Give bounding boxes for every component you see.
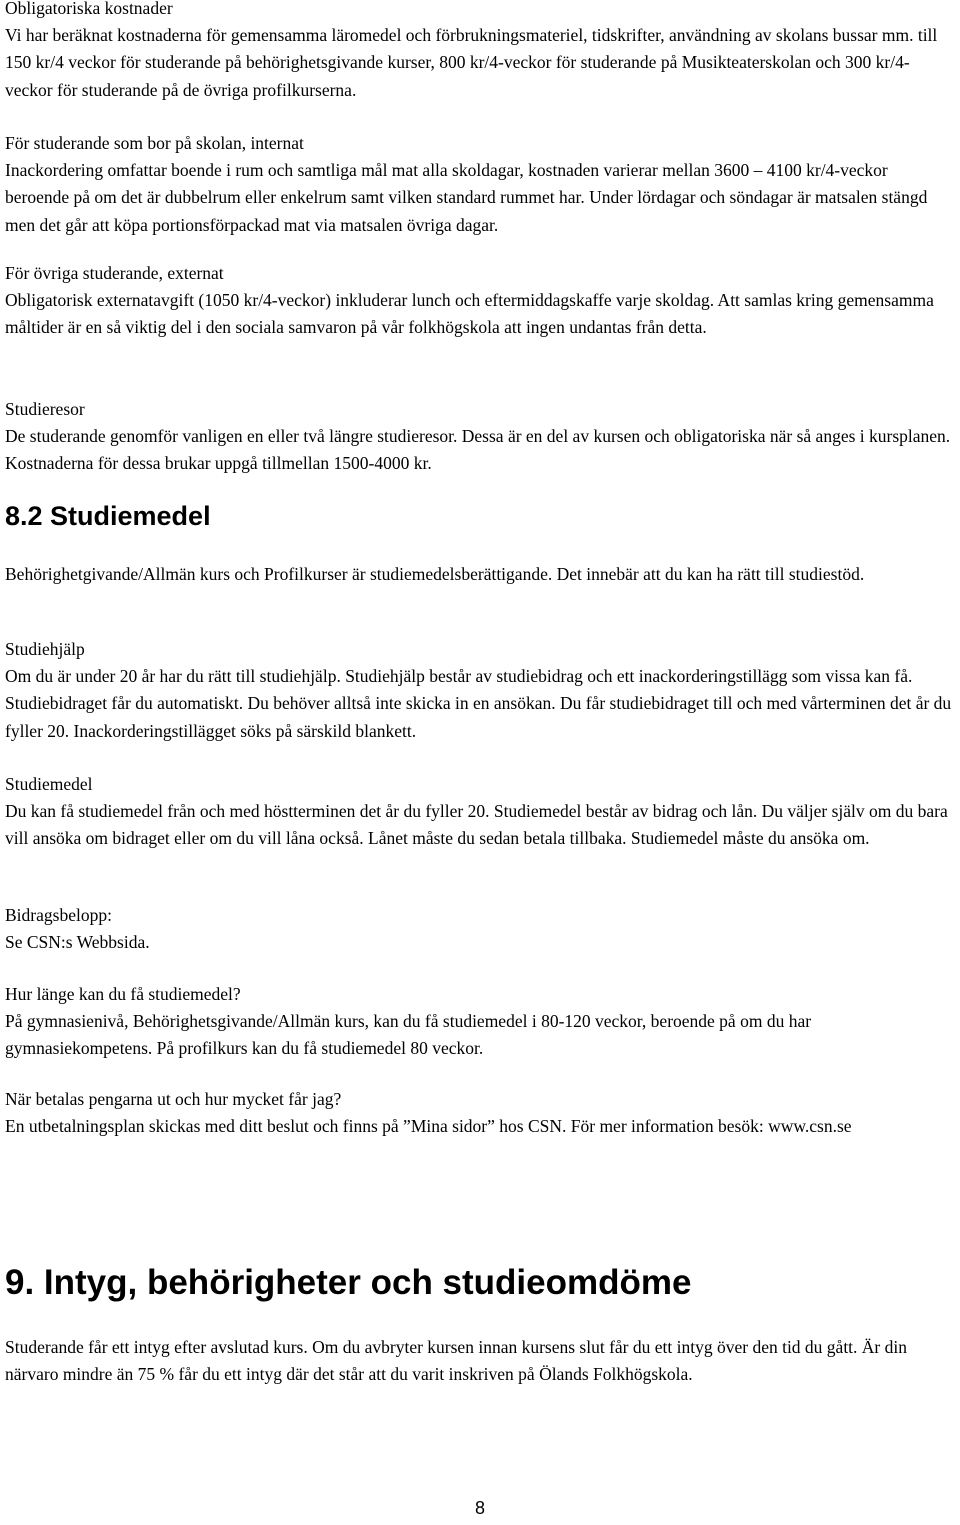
- section-studiemedel-intro: [5, 561, 955, 588]
- section-intyg: [5, 1334, 955, 1388]
- section-paragraph: Du kan få studiemedel från och med höstterminen det år du fyller 20. Studiemedel består av bidrag och lån. Du väljer själv om du bara vill ansöka om bidraget eller om du vill låna också. Lånet måste du sedan betala tillbaka. Studiemedel måste du ansöka om.: [5, 801, 948, 849]
- heading-intyg: 9. Intyg, behörigheter och studieomdöme: [5, 1263, 692, 1302]
- section-heading: Studieresor: [5, 399, 85, 419]
- section-paragraph: Se CSN:s Webbsida.: [5, 932, 150, 953]
- section-paragraph: Om du är under 20 år har du rätt till studiehjälp. Studiehjälp består av studiebidrag och ett inackorderingstillägg som vissa kan få. Studiebidraget får du automatiskt. Du behöver alltså inte skicka in en ansökan. Du får studiebidraget till och med vårterminen det år du fyller 20. Inackorderingstillägget söks på särskild blankett.: [5, 666, 952, 741]
- section-heading: Hur länge kan du få studiemedel?: [5, 984, 241, 1004]
- section-obligatoriska-kostnader: [5, 0, 955, 104]
- section-heading: Obligatoriska kostnader: [5, 0, 173, 18]
- section-studiehjalp: [5, 636, 955, 745]
- section-paragraph: Vi har beräknat kostnaderna för gemensamma läromedel och förbrukningsmateriel, tidskrifter, användning av skolans bussar mm. till 150 kr/4 veckor för studerande på behörighetsgivande kurser, 800 kr/4-veckor för studerande på Musikteaterskolan och 300 kr/4-veckor för studerande på de övriga profilkurserna.: [5, 25, 938, 100]
- section-hur-lange: [5, 981, 955, 1063]
- section-heading: För studerande som bor på skolan, internat: [5, 133, 304, 153]
- section-externat: [5, 260, 955, 342]
- section-betalas: [5, 1086, 955, 1140]
- section-studieresor: [5, 396, 955, 478]
- section-internat: [5, 130, 955, 239]
- section-paragraph: Inackordering omfattar boende i rum och samtliga mål mat alla skoldagar, kostnaden varierar mellan 3600 – 4100 kr/4-veckor beroende på om det är dubbelrum eller enkelrum samt vilken standard rummet har. Under lördagar och söndagar är matsalen stängd men det går att köpa portionsförpackad mat via matsalen övriga dagar.: [5, 160, 928, 235]
- section-heading: För övriga studerande, externat: [5, 263, 224, 283]
- section-paragraph: Behörighetgivande/Allmän kurs och Profilkurser är studiemedelsberättigande. Det innebär att du kan ha rätt till studiestöd.: [5, 564, 865, 584]
- section-studiemedel: [5, 771, 955, 853]
- section-heading: Studiemedel: [5, 774, 93, 794]
- section-paragraph: På gymnasienivå, Behörighetsgivande/Allmän kurs, kan du få studiemedel i 80-120 veckor, beroende på om du har gymnasiekompetens. På profilkurs kan du få studiemedel 80 veckor.: [5, 1011, 812, 1059]
- section-bidragsbelopp: [5, 902, 955, 956]
- section-paragraph: Studerande får ett intyg efter avslutad kurs. Om du avbryter kursen innan kursens slut får du ett intyg över den tid du gått. Är din närvaro mindre än 75 % får du ett intyg där det står att du varit inskriven på Ölands Folkhögskola.: [5, 1337, 908, 1385]
- section-paragraph: De studerande genomför vanligen en eller två längre studieresor. Dessa är en del av kursen och obligatoriska när så anges i kursplanen. Kostnaderna för dessa brukar uppgå tillmellan 1500-4000 kr.: [5, 426, 951, 474]
- section-paragraph: Obligatorisk externatavgift (1050 kr/4-veckor) inkluderar lunch och eftermiddagskaffe varje skoldag. Att samlas kring gemensamma måltider är en så viktig del i den sociala samvaron på vår folkhögskola att ingen undantas från detta.: [5, 290, 934, 338]
- section-heading: Studiehjälp: [5, 639, 85, 659]
- section-paragraph: En utbetalningsplan skickas med ditt beslut och finns på ”Mina sidor” hos CSN. För mer information besök: www.csn.se: [5, 1116, 852, 1137]
- page-number: 8: [474, 1498, 485, 1518]
- heading-studiemedel: 8.2 Studiemedel: [5, 501, 211, 531]
- section-heading: Bidragsbelopp:: [5, 905, 112, 925]
- section-heading: När betalas pengarna ut och hur mycket får jag?: [5, 1089, 342, 1109]
